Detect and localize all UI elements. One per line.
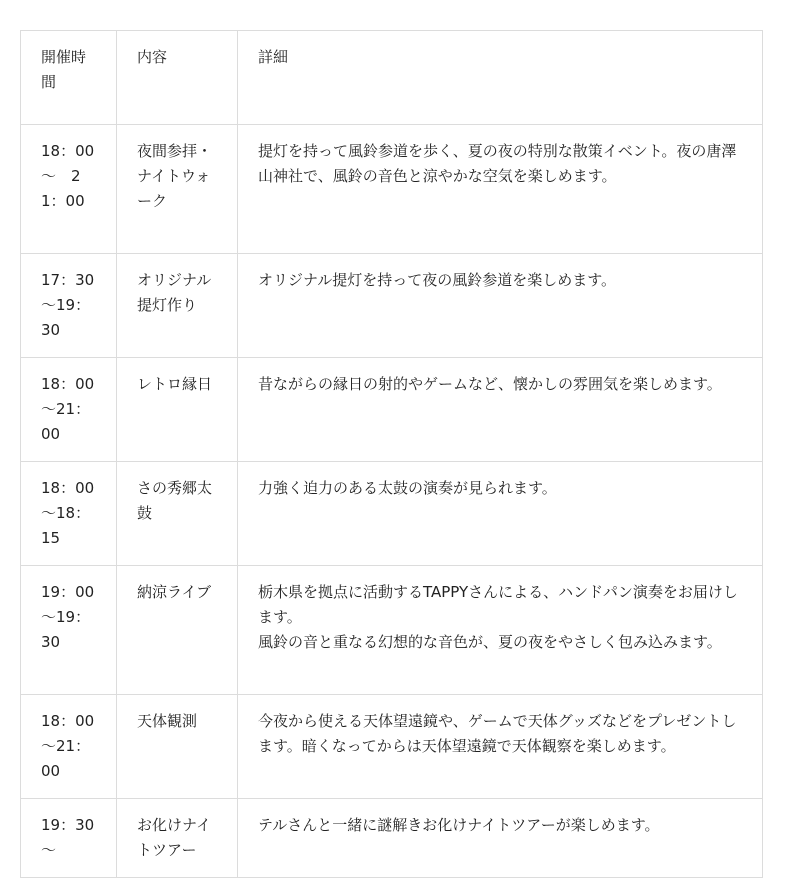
header-detail: 詳細: [238, 31, 763, 125]
cell-content: 納涼ライブ: [117, 566, 238, 695]
cell-detail: 力強く迫力のある太鼓の演奏が見られます。: [238, 462, 763, 566]
table-row: [21, 695, 763, 799]
cell-content: お化けナイトツアー: [117, 799, 238, 878]
cell-time: 18：00～18：15: [21, 462, 117, 566]
cell-time: 19：00～19：30: [21, 566, 117, 695]
cell-detail: 今夜から使える天体望遠鏡や、ゲームで天体グッズなどをプレゼントします。暗くなってからは天体望遠鏡で天体観察を楽しめます。: [238, 695, 763, 799]
header-time: 開催時間: [21, 31, 117, 125]
table-header-row: [21, 31, 763, 125]
table-row: [21, 125, 763, 254]
table-row: [21, 799, 763, 878]
cell-time: 19：30～: [21, 799, 117, 878]
header-content: 内容: [117, 31, 238, 125]
cell-detail: 栃木県を拠点に活動するTAPPYさんによる、ハンドパン演奏をお届けします。 風鈴の音と重なる幻想的な音色が、夏の夜をやさしく包み込みます。: [238, 566, 763, 695]
cell-content: レトロ縁日: [117, 358, 238, 462]
cell-detail: 提灯を持って風鈴参道を歩く、夏の夜の特別な散策イベント。夜の唐澤山神社で、風鈴の音色と涼やかな空気を楽しめます。: [238, 125, 763, 254]
event-schedule-table: [20, 30, 763, 878]
cell-content: 天体観測: [117, 695, 238, 799]
cell-time: 18：00～21：00: [21, 358, 117, 462]
cell-detail: テルさんと一緒に謎解きお化けナイトツアーが楽しめます。: [238, 799, 763, 878]
cell-time: 18：00～21：00: [21, 695, 117, 799]
cell-content: オリジナル提灯作り: [117, 254, 238, 358]
table-row: [21, 358, 763, 462]
cell-time: 17：30～19：30: [21, 254, 117, 358]
cell-time: 18：00～ 21：00: [21, 125, 117, 254]
table-row: [21, 462, 763, 566]
cell-detail: オリジナル提灯を持って夜の風鈴参道を楽しめます。: [238, 254, 763, 358]
cell-content: 夜間参拝・ナイトウォーク: [117, 125, 238, 254]
table-row: [21, 566, 763, 695]
cell-content: さの秀郷太鼓: [117, 462, 238, 566]
cell-detail: 昔ながらの縁日の射的やゲームなど、懐かしの雰囲気を楽しめます。: [238, 358, 763, 462]
table-row: [21, 254, 763, 358]
